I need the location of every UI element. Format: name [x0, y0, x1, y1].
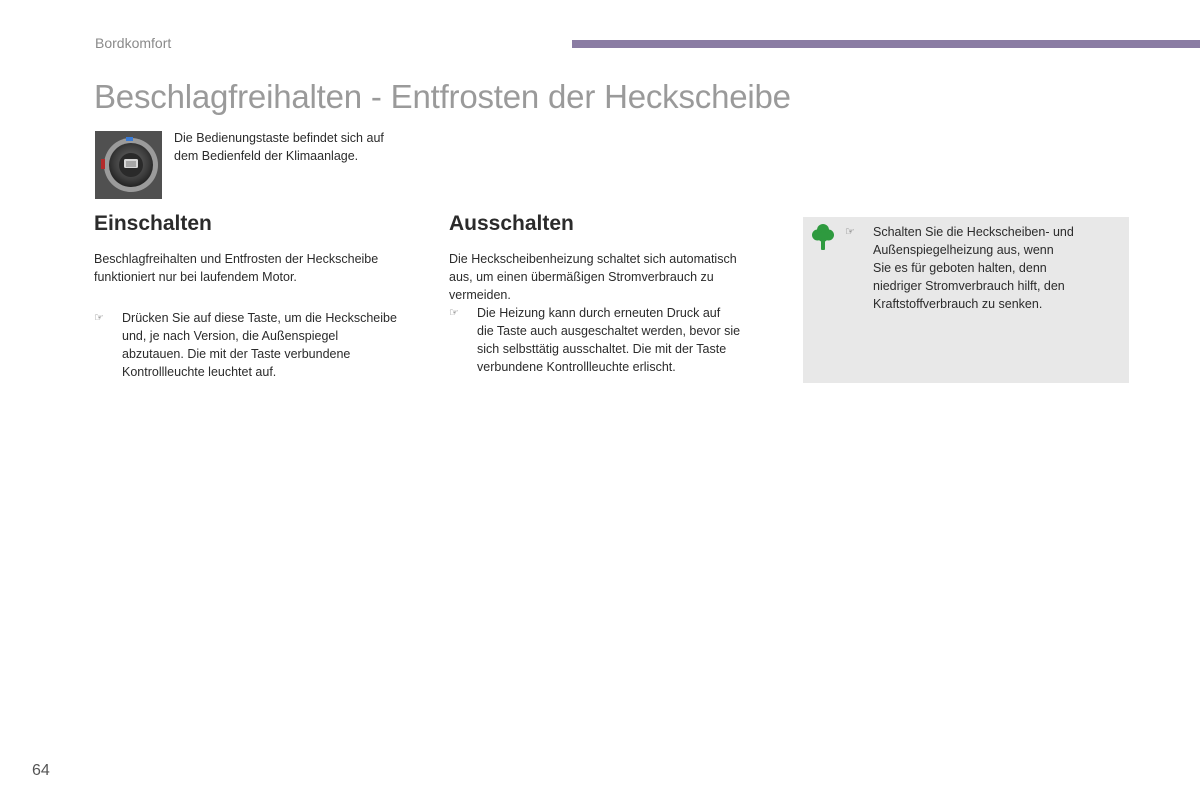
- defrost-button-photo: [95, 131, 162, 199]
- eco-tip-text: [845, 223, 1115, 313]
- section-label: Bordkomfort: [95, 35, 172, 51]
- einschalten-paragraph: Beschlagfreihalten und Entfrosten der Heckscheibe funktioniert nur bei laufendem Motor.: [94, 252, 379, 284]
- eco-tip-bullet: ☞ Schalten Sie die Heckscheiben- und Außenspiegelheizung aus, wenn Sie es für geboten halten, denn niedriger Stromverbrauch hilft, den Kraftstoffverbrauch zu senken.: [845, 225, 1074, 311]
- eco-tree-icon: [811, 223, 835, 251]
- pointing-hand-icon: ☞: [94, 312, 104, 324]
- header-accent-bar: [572, 40, 1200, 48]
- heading-ausschalten: Ausschalten: [449, 212, 574, 235]
- pointing-hand-icon: ☞: [845, 226, 855, 238]
- page-title: Beschlagfreihalten - Entfrosten der Heckscheibe: [94, 78, 791, 115]
- einschalten-bullet: ☞ Drücken Sie auf diese Taste, um die Heckscheibe und, je nach Version, die Außenspiegel abzutauen. Die mit der Taste verbundene Kontrollleuchte leuchtet auf.: [94, 311, 397, 379]
- heading-einschalten: Einschalten: [94, 212, 212, 235]
- ausschalten-paragraph: Die Heckscheibenheizung schaltet sich automatisch aus, um einen übermäßigen Stromverbrauch zu vermeiden.: [449, 252, 737, 302]
- eco-tip-box: [803, 217, 1129, 383]
- pointing-hand-icon: ☞: [449, 307, 459, 319]
- page-number: 64: [32, 762, 50, 779]
- section-ausschalten: [449, 212, 769, 376]
- section-einschalten: [94, 212, 424, 381]
- intro-caption: Die Bedienungstaste befindet sich auf dem Bedienfeld der Klimaanlage.: [174, 131, 384, 163]
- ausschalten-bullet: ☞ Die Heizung kann durch erneuten Druck auf die Taste auch ausgeschaltet werden, bevor sie sich selbsttätig ausschaltet. Die mit der Taste verbundene Kontrollleuchte erlischt.: [449, 306, 741, 374]
